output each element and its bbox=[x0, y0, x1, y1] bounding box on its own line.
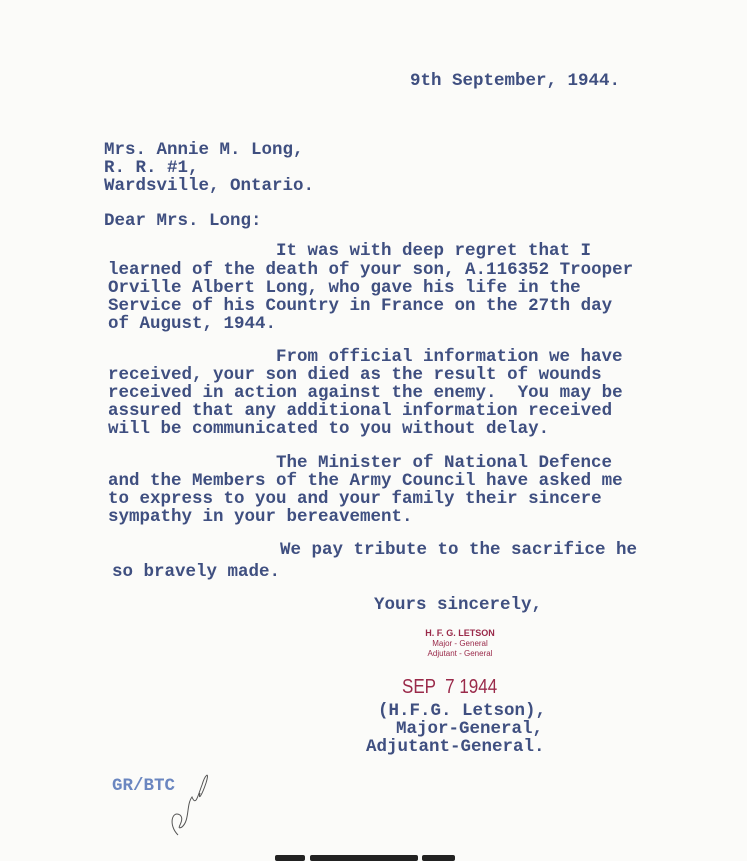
closing: Yours sincerely, bbox=[374, 595, 543, 615]
handwritten-initials bbox=[160, 765, 220, 845]
body-line: to express to you and your family their sincere bbox=[108, 489, 602, 509]
body-line: The Minister of National Defence bbox=[276, 453, 613, 473]
body-line: sympathy in your bereavement. bbox=[108, 507, 413, 527]
date-stamp: SEP 7 1944 bbox=[402, 676, 498, 698]
address-line: Wardsville, Ontario. bbox=[104, 176, 315, 196]
signature-line: (H.F.G. Letson), bbox=[378, 701, 547, 721]
scan-edge bbox=[310, 855, 418, 861]
body-line: It was with deep regret that I bbox=[276, 241, 592, 261]
body-line: From official information we have bbox=[276, 347, 623, 367]
letter-date: 9th September, 1944. bbox=[410, 71, 621, 91]
body-line: received in action against the enemy. You may be bbox=[108, 383, 623, 403]
body-line: Service of his Country in France on the 27th day bbox=[108, 296, 613, 316]
body-line: learned of the death of your son, A.116352 Trooper bbox=[108, 260, 634, 280]
body-line: of August, 1944. bbox=[108, 314, 277, 334]
address-line: Mrs. Annie M. Long, bbox=[104, 140, 304, 160]
salutation: Dear Mrs. Long: bbox=[104, 211, 262, 231]
body-line: received, your son died as the result of wounds bbox=[108, 365, 602, 385]
body-line: Orville Albert Long, who gave his life in the bbox=[108, 278, 581, 298]
body-line: We pay tribute to the sacrifice he bbox=[280, 540, 638, 560]
body-line: assured that any additional information received bbox=[108, 401, 613, 421]
body-line: will be communicated to you without delay. bbox=[108, 419, 550, 439]
signature-line: Adjutant-General. bbox=[366, 737, 545, 757]
reference-initials: GR/BTC bbox=[112, 776, 176, 796]
stamp-title: Adjutant - General bbox=[427, 649, 493, 658]
stamp-name: H. F. G. LETSON bbox=[425, 628, 495, 638]
scan-edge bbox=[275, 855, 305, 861]
body-line: so bravely made. bbox=[112, 562, 281, 582]
address-line: R. R. #1, bbox=[104, 158, 199, 178]
signature-line: Major-General, bbox=[396, 719, 544, 739]
scan-edge bbox=[422, 855, 455, 861]
stamp-rank: Major - General bbox=[432, 639, 488, 648]
body-line: and the Members of the Army Council have asked me bbox=[108, 471, 623, 491]
